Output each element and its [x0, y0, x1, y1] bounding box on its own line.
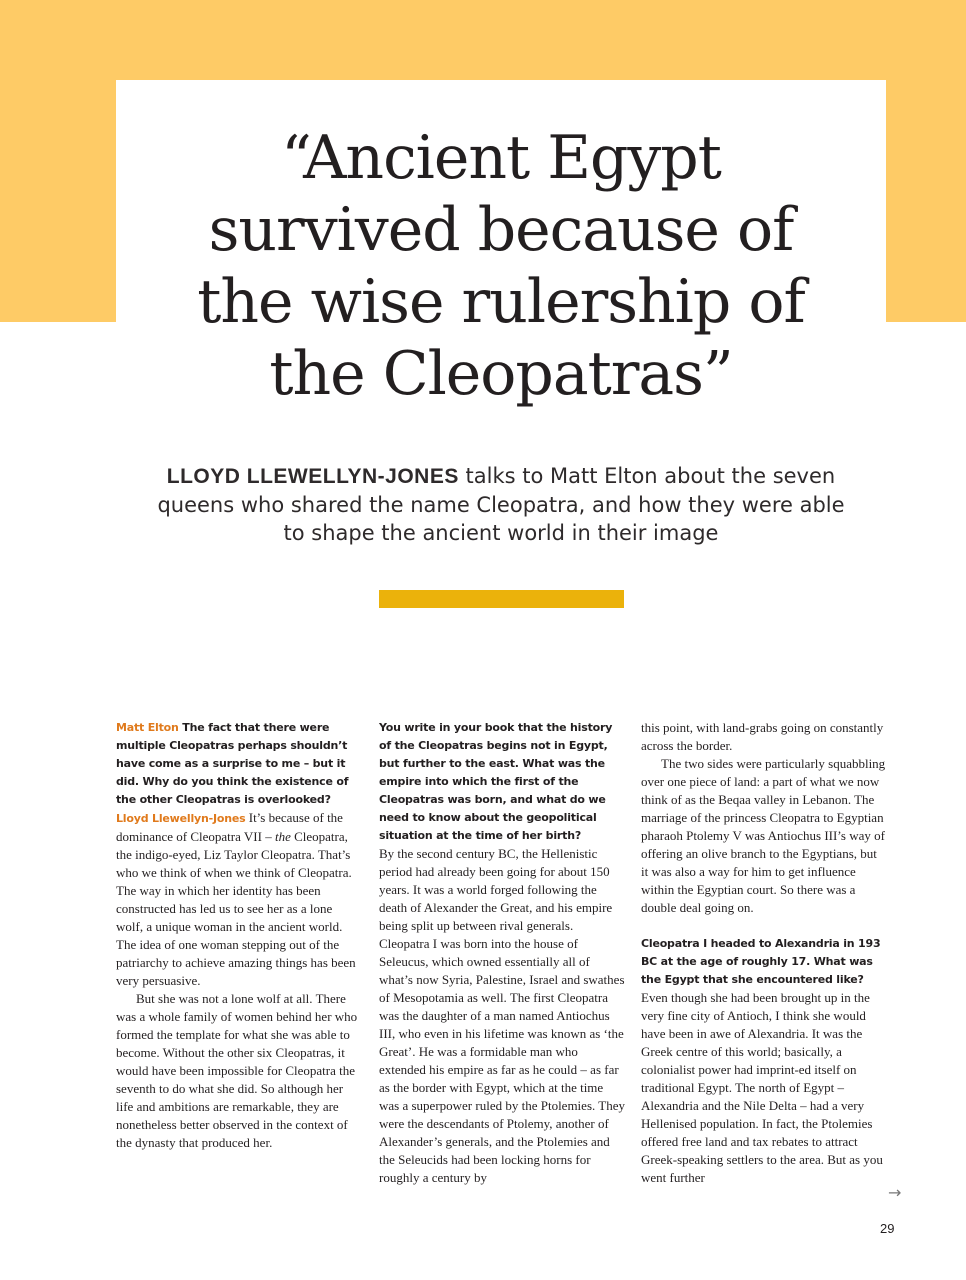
question-1 [116, 719, 361, 809]
headline-line-1: “Ancient Egypt [281, 123, 721, 193]
question-2: You write in your book that the history of the Cleopatras begins not in Egypt, but further to the east. What was the empire into which the first of the Cleopatras was born, and what do we need to know about the geopolitical situation at the time of her birth? [379, 721, 613, 842]
answer-3: Even though she had been brought up in the very fine city of Antioch, I think she would have been in awe of Alexandria. It was the Greek centre of this world; basically, a colonialist power had imprint-ed itself on traditional Egypt. The north of Egypt – Alexandria and the Nile Delta – had a very Hellenised population. In fact, the Ptolemies offered free land and tax rebates to attract Greek-speaking settlers to the area. But as you went further [641, 990, 883, 1185]
answer-1-paragraph-2: But she was not a lone wolf at all. There was a whole family of women behind her who formed the template for what she was able to become. Without the other six Cleopatras, it would have been impossible for Cleopatra the seventh to do what she did. So although her life and ambitions are remarkable, they are nonetheless better observed in the context of the dynasty that produced her. [116, 991, 358, 1150]
answer-1-emphasis: the [274, 829, 291, 844]
answer-1-text-a: It’s because of the dominance of Cleopatra VII – [116, 810, 343, 844]
standfirst-text: talks to Matt Elton about the seven queens who shared the name Cleopatra, and how they were able to shape the ancient world in their image [157, 464, 845, 545]
answer-2-continued: this point, with land-grabs going on constantly across the border. [641, 720, 884, 753]
headline-quote [116, 122, 886, 410]
answer-2-paragraph-2: The two sides were particularly squabbling over one piece of land: a part of what we now think of as the Beqaa valley in Lebanon. The marriage of the princess Cleopatra to Egyptian pharaoh Ptolemy V was Antiochus III’s way of offering an olive branch to the Egyptians, but it was also a way for him to get influence within the Egyptian court. So there was a double deal going on. [641, 756, 886, 915]
standfirst [150, 462, 852, 547]
answer-2: By the second century BC, the Hellenistic period had already been going for about 150 years. It was a world forged following the death of Alexander the Great, and his empire being split up between rival generals. Cleopatra I was born into the house of Seleucus, which owned essentially all of what’s now Syria, Palestine, Israel and swathes of Mesopotamia as well. The first Cleopatra was the daughter of a man named Antiochus III, who even in his lifetime was known as ‘the Great’. He was a formidable man who extended his empire as far as he could – as far as the border with Egypt, which at the time was a superpower ruled by the Ptolemies. They were the descendants of Ptolemy, another of Alexander’s generals, and the Ptolemies and the Seleucids had been locking horns for roughly a century by [379, 846, 625, 1185]
question-3: Cleopatra I headed to Alexandria in 193 BC at the age of roughly 17. What was the Egypt that she encountered like? [641, 937, 881, 986]
decorative-rule [379, 590, 624, 608]
continue-arrow-icon: → [888, 1183, 902, 1202]
body-column-2 [379, 719, 625, 1187]
page-number: 29 [880, 1221, 895, 1236]
question-1-text: The fact that there were multiple Cleopatras perhaps shouldn’t have come as a surprise to me – but it did. Why do you think the existence of the other Cleopatras is overlooked? [116, 721, 349, 806]
answer-1 [116, 809, 361, 990]
body-column-1 [116, 719, 361, 1152]
speaker-interviewee: Lloyd Llewellyn-Jones [116, 812, 246, 825]
body-column-3 [641, 719, 887, 1187]
headline-line-4: the Cleopatras” [269, 339, 733, 409]
headline-line-2: survived because of [208, 195, 794, 265]
interviewee-name: LLOYD LLEWELLYN-JONES [166, 465, 459, 488]
answer-1-text-b: Cleopatra, the indigo-eyed, Liz Taylor Cleopatra. That’s who we think of when we think of Cleopatra. The way in which her identity has been constructed has led us to see her as a lone wolf, a unique woman in the ancient world. The idea of one woman stepping out of the patriarchy to achieve amazing things has been very persuasive. [116, 829, 356, 988]
speaker-interviewer: Matt Elton [116, 721, 179, 734]
headline-line-3: the wise rulership of [197, 267, 805, 337]
